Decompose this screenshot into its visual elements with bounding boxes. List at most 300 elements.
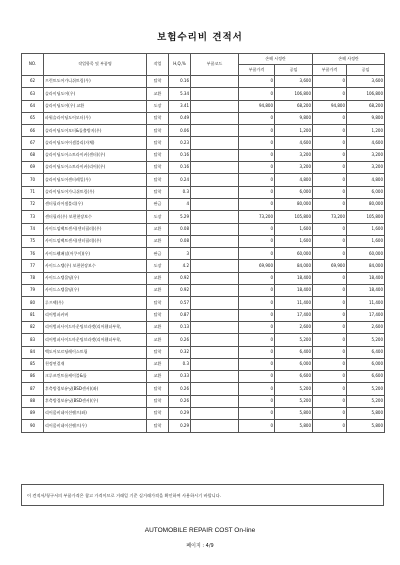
- row-part-price: 0: [239, 321, 275, 333]
- row-labor: 68,200: [275, 100, 313, 112]
- row-work: 교환: [147, 272, 169, 284]
- row-hq: 0.26: [169, 395, 191, 407]
- row-labor-assess: 6,000: [347, 358, 385, 370]
- row-part-price-assess: 0: [313, 223, 347, 235]
- row-part-code: [191, 272, 239, 284]
- row-hq: 0.3: [169, 186, 191, 198]
- row-labor-assess: 11,400: [347, 297, 385, 309]
- row-hq: 0.23: [169, 137, 191, 149]
- row-work: 도장: [147, 100, 169, 112]
- row-work: 탈착: [147, 186, 169, 198]
- row-part-code: [191, 371, 239, 383]
- row-work: 교환: [147, 321, 169, 333]
- row-work: 탈착: [147, 162, 169, 174]
- row-no: 83: [22, 334, 44, 346]
- table-row: [22, 272, 385, 284]
- row-part-code: [191, 248, 239, 260]
- row-labor: 5,200: [275, 334, 313, 346]
- col-damage-repair: 손해 시정란: [239, 54, 313, 65]
- row-work: 교환: [147, 235, 169, 247]
- table-header: [22, 54, 385, 76]
- row-part-price: 0: [239, 285, 275, 297]
- row-work: 탈착: [147, 346, 169, 358]
- table-row: [22, 297, 385, 309]
- row-labor-assess: 5,200: [347, 395, 385, 407]
- row-labor: 6,600: [275, 371, 313, 383]
- row-part-price: 0: [239, 309, 275, 321]
- row-item: 사이드스텝몰딩(우): [44, 272, 147, 284]
- row-part-code: [191, 137, 239, 149]
- table-row: [22, 125, 385, 137]
- row-part-price: 0: [239, 88, 275, 100]
- row-labor: 18,400: [275, 285, 313, 297]
- row-hq: 0.08: [169, 235, 191, 247]
- row-labor: 9,800: [275, 112, 313, 124]
- row-part-code: [191, 198, 239, 210]
- table-row: [22, 371, 385, 383]
- row-part-price-assess: 0: [313, 162, 347, 174]
- row-hq: 0.3: [169, 358, 191, 370]
- row-no: 85: [22, 358, 44, 370]
- table-row: [22, 198, 385, 210]
- row-item: 백도어모르딩레이스트립: [44, 346, 147, 358]
- row-work: 교환: [147, 371, 169, 383]
- table-row: [22, 223, 385, 235]
- row-labor-assess: 5,200: [347, 334, 385, 346]
- row-part-code: [191, 174, 239, 186]
- row-item: 파워슬라이딩도어모터(우): [44, 112, 147, 124]
- row-part-price-assess: 0: [313, 285, 347, 297]
- row-work: 탈착: [147, 125, 169, 137]
- row-hq: 4.2: [169, 260, 191, 272]
- row-work: 판금: [147, 248, 169, 260]
- row-labor: 17,400: [275, 309, 313, 321]
- row-labor-assess: 2,600: [347, 321, 385, 333]
- row-part-code: [191, 186, 239, 198]
- row-work: 탈착: [147, 420, 169, 432]
- row-no: 78: [22, 272, 44, 284]
- row-part-price: 73,200: [239, 211, 275, 223]
- row-no: 68: [22, 149, 44, 161]
- row-item: 사이드임팩트센서(센터필러)(우): [44, 235, 147, 247]
- row-labor-assess: 106,800: [347, 88, 385, 100]
- row-part-code: [191, 125, 239, 137]
- row-part-price: 0: [239, 408, 275, 420]
- row-no: 69: [22, 162, 44, 174]
- row-labor-assess: 68,200: [347, 100, 385, 112]
- row-part-code: [191, 346, 239, 358]
- row-no: 63: [22, 88, 44, 100]
- row-labor: 1,600: [275, 223, 313, 235]
- table-row: [22, 358, 385, 370]
- row-part-price-assess: 0: [313, 346, 347, 358]
- row-part-price: 0: [239, 186, 275, 198]
- col-item: 작업항목 및 부품명: [44, 54, 147, 76]
- row-hq: 0.29: [169, 408, 191, 420]
- row-part-code: [191, 162, 239, 174]
- row-part-price: 0: [239, 371, 275, 383]
- row-part-price: 0: [239, 272, 275, 284]
- table-body: [22, 76, 385, 433]
- row-labor-assess: 1,600: [347, 223, 385, 235]
- row-labor-assess: 3,200: [347, 149, 385, 161]
- row-work: 탈착: [147, 76, 169, 88]
- row-part-price: 0: [239, 76, 275, 88]
- row-item: 사이드임팩트센서(센터필러)(우): [44, 223, 147, 235]
- table-row: [22, 186, 385, 198]
- row-part-code: [191, 260, 239, 272]
- row-part-code: [191, 235, 239, 247]
- row-hq: 3: [169, 248, 191, 260]
- row-no: 89: [22, 408, 44, 420]
- row-hq: 0.26: [169, 334, 191, 346]
- row-part-code: [191, 297, 239, 309]
- row-no: 67: [22, 137, 44, 149]
- table-row: [22, 285, 385, 297]
- row-hq: 0.06: [169, 125, 191, 137]
- row-item: 슬라이딩도어어셈블리(자체): [44, 137, 147, 149]
- row-hq: 0.87: [169, 309, 191, 321]
- row-work: 교환: [147, 285, 169, 297]
- row-hq: 0.16: [169, 76, 191, 88]
- row-labor-assess: 18,400: [347, 272, 385, 284]
- row-part-price: 0: [239, 162, 275, 174]
- row-part-code: [191, 223, 239, 235]
- row-labor-assess: 6,000: [347, 186, 385, 198]
- col-labor-assess: 공임: [347, 65, 385, 76]
- row-hq: 5.29: [169, 211, 191, 223]
- row-labor-assess: 80,000: [347, 198, 385, 210]
- table-row: [22, 420, 385, 432]
- table-row: [22, 211, 385, 223]
- row-no: 90: [22, 420, 44, 432]
- row-labor-assess: 3,200: [347, 162, 385, 174]
- row-no: 71: [22, 186, 44, 198]
- row-labor: 18,400: [275, 272, 313, 284]
- row-item: 센터필러(우) 보편현장보수: [44, 211, 147, 223]
- row-work: 탈착: [147, 408, 169, 420]
- row-work: 탈착: [147, 309, 169, 321]
- row-item: 센터필러어셈블리(우): [44, 198, 147, 210]
- row-labor: 3,600: [275, 76, 313, 88]
- row-no: 65: [22, 112, 44, 124]
- row-part-code: [191, 100, 239, 112]
- row-labor: 5,200: [275, 383, 313, 395]
- row-labor: 3,200: [275, 149, 313, 161]
- row-part-price-assess: 0: [313, 408, 347, 420]
- row-part-price-assess: 0: [313, 358, 347, 370]
- row-part-code: [191, 285, 239, 297]
- table-row: [22, 334, 385, 346]
- row-hq: 5.34: [169, 88, 191, 100]
- row-hq: 0.92: [169, 272, 191, 284]
- table-row: [22, 395, 385, 407]
- row-part-price: 0: [239, 125, 275, 137]
- col-damage-assess: 손해 사정란: [313, 54, 385, 65]
- row-labor-assess: 18,400: [347, 285, 385, 297]
- row-labor: 105,800: [275, 211, 313, 223]
- row-labor-assess: 1,200: [347, 125, 385, 137]
- row-part-price: 69,900: [239, 260, 275, 272]
- row-labor-assess: 5,200: [347, 383, 385, 395]
- row-hq: 0.08: [169, 223, 191, 235]
- table-row: [22, 100, 385, 112]
- row-work: 도장: [147, 211, 169, 223]
- col-work: 작업: [147, 54, 169, 76]
- col-part-code: 부품코드: [191, 54, 239, 76]
- row-labor-assess: 5,800: [347, 420, 385, 432]
- col-part-price: 부품가격: [239, 65, 275, 76]
- row-labor: 106,800: [275, 88, 313, 100]
- row-labor: 6,000: [275, 358, 313, 370]
- row-part-price-assess: 0: [313, 186, 347, 198]
- row-labor: 4,600: [275, 137, 313, 149]
- row-part-price: 0: [239, 149, 275, 161]
- row-work: 탈착: [147, 112, 169, 124]
- row-work: 교환: [147, 358, 169, 370]
- row-part-price-assess: 94,800: [313, 100, 347, 112]
- row-item: 슬라이딩도어모터&돌출방지(우): [44, 125, 147, 137]
- row-no: 86: [22, 371, 44, 383]
- row-part-price: 0: [239, 395, 275, 407]
- row-labor-assess: 5,800: [347, 408, 385, 420]
- row-labor: 6,400: [275, 346, 313, 358]
- row-item: 사이드웰패널(어쿠이)(우): [44, 248, 147, 260]
- row-labor: 6,000: [275, 186, 313, 198]
- row-item: 슬라이딩도어스트라이커(센터)(우): [44, 149, 147, 161]
- row-part-price-assess: 0: [313, 149, 347, 161]
- row-hq: 0.49: [169, 112, 191, 124]
- row-hq: 0.13: [169, 321, 191, 333]
- row-hq: 0.32: [169, 346, 191, 358]
- row-labor: 5,200: [275, 395, 313, 407]
- row-work: 교환: [147, 223, 169, 235]
- row-labor-assess: 9,800: [347, 112, 385, 124]
- row-item: 사이드스텝(우) 보편현장보수: [44, 260, 147, 272]
- row-no: 66: [22, 125, 44, 137]
- row-labor: 11,400: [275, 297, 313, 309]
- row-part-code: [191, 149, 239, 161]
- footer-title: AUTOMOBILE REPAIR COST On-line: [144, 527, 256, 534]
- row-item: 슬라이딩도어가니쉬트림(우): [44, 186, 147, 198]
- row-labor: 5,800: [275, 408, 313, 420]
- row-part-price: 0: [239, 346, 275, 358]
- table-row: [22, 346, 385, 358]
- row-hq: 3.41: [169, 100, 191, 112]
- row-no: 62: [22, 76, 44, 88]
- row-part-price-assess: 0: [313, 125, 347, 137]
- row-item: 리어범퍼커버: [44, 309, 147, 321]
- row-hq: 0.29: [169, 420, 191, 432]
- row-part-price-assess: 0: [313, 76, 347, 88]
- table-row: [22, 174, 385, 186]
- row-no: 81: [22, 309, 44, 321]
- row-no: 80: [22, 297, 44, 309]
- row-no: 76: [22, 248, 44, 260]
- col-part-price-assess: 부품가격: [313, 65, 347, 76]
- table-row: [22, 137, 385, 149]
- row-item: 슬라이딩도어센터레일(우): [44, 174, 147, 186]
- row-item: 슬라이딩도어(우): [44, 88, 147, 100]
- row-part-price: 0: [239, 235, 275, 247]
- row-part-price: 0: [239, 420, 275, 432]
- row-hq: 0.16: [169, 162, 191, 174]
- row-item: 리어콤비네이션램프(좌): [44, 408, 147, 420]
- row-labor-assess: 105,800: [347, 211, 385, 223]
- row-part-price-assess: 0: [313, 235, 347, 247]
- row-no: 88: [22, 395, 44, 407]
- row-hq: 0.24: [169, 174, 191, 186]
- table-row: [22, 112, 385, 124]
- row-work: 도장: [147, 260, 169, 272]
- table-row: [22, 76, 385, 88]
- table-row: [22, 260, 385, 272]
- row-part-price: 0: [239, 223, 275, 235]
- row-part-code: [191, 76, 239, 88]
- row-part-price-assess: 0: [313, 297, 347, 309]
- row-part-price: 0: [239, 248, 275, 260]
- row-part-price: 0: [239, 112, 275, 124]
- row-item: 사이드스텝몰딩(우): [44, 285, 147, 297]
- row-part-price: 94,800: [239, 100, 275, 112]
- row-part-code: [191, 383, 239, 395]
- page-number: 페이지 : 4/9: [186, 543, 214, 549]
- row-labor-assess: 4,800: [347, 174, 385, 186]
- row-labor: 1,200: [275, 125, 313, 137]
- col-no: NO.: [22, 54, 44, 76]
- table-row: [22, 408, 385, 420]
- row-part-code: [191, 358, 239, 370]
- row-part-code: [191, 321, 239, 333]
- row-part-price-assess: 0: [313, 309, 347, 321]
- row-part-price-assess: 0: [313, 272, 347, 284]
- row-part-price: 0: [239, 174, 275, 186]
- row-part-price: 0: [239, 334, 275, 346]
- row-item: 프런트도어가니쉬트림(우): [44, 76, 147, 88]
- row-no: 84: [22, 346, 44, 358]
- row-part-code: [191, 395, 239, 407]
- row-part-price-assess: 73,200: [313, 211, 347, 223]
- row-part-code: [191, 88, 239, 100]
- row-no: 73: [22, 211, 44, 223]
- row-item: 후측방경보유닛(BSD센서)(우): [44, 395, 147, 407]
- row-labor-assess: 4,600: [347, 137, 385, 149]
- row-part-price-assess: 0: [313, 420, 347, 432]
- row-work: 탈착: [147, 137, 169, 149]
- row-item: 리어범퍼사이드마운팅브라켓(리어휀더부착,: [44, 334, 147, 346]
- row-item: 후측방경보유닛(BSD센서)(좌): [44, 383, 147, 395]
- row-part-price-assess: 0: [313, 334, 347, 346]
- table-row: [22, 248, 385, 260]
- row-no: 64: [22, 100, 44, 112]
- row-hq: 0.92: [169, 285, 191, 297]
- row-no: 75: [22, 235, 44, 247]
- row-part-price-assess: 0: [313, 371, 347, 383]
- row-item: 슬라이딩도어(우) 교환: [44, 100, 147, 112]
- row-item: 슬라이딩도어스트라이커(리어)(우): [44, 162, 147, 174]
- row-labor-assess: 17,400: [347, 309, 385, 321]
- row-part-price-assess: 0: [313, 395, 347, 407]
- row-part-price: 0: [239, 297, 275, 309]
- row-labor-assess: 6,400: [347, 346, 385, 358]
- row-part-code: [191, 408, 239, 420]
- table-row: [22, 149, 385, 161]
- row-hq: 4: [169, 198, 191, 210]
- row-part-price-assess: 0: [313, 321, 347, 333]
- estimate-table: [21, 53, 385, 433]
- row-labor-assess: 6,600: [347, 371, 385, 383]
- row-part-code: [191, 211, 239, 223]
- table-row: [22, 162, 385, 174]
- row-part-code: [191, 309, 239, 321]
- row-labor: 80,000: [275, 198, 313, 210]
- row-part-price-assess: 69,900: [313, 260, 347, 272]
- row-no: 77: [22, 260, 44, 272]
- row-part-price-assess: 0: [313, 112, 347, 124]
- row-labor-assess: 1,600: [347, 235, 385, 247]
- row-part-price: 0: [239, 198, 275, 210]
- row-work: 탈착: [147, 174, 169, 186]
- row-labor: 2,600: [275, 321, 313, 333]
- row-no: 87: [22, 383, 44, 395]
- row-labor-assess: 3,600: [347, 76, 385, 88]
- table-row: [22, 321, 385, 333]
- row-work: 교환: [147, 88, 169, 100]
- row-work: 판금: [147, 198, 169, 210]
- row-hq: 0.33: [169, 371, 191, 383]
- col-labor: 공임: [275, 65, 313, 76]
- row-part-price-assess: 0: [313, 248, 347, 260]
- row-part-price: 0: [239, 383, 275, 395]
- document-title: 보험수리비 견적서: [157, 32, 243, 43]
- row-item: 리어범퍼사이드마운팅브라켓(리어휀더부착,: [44, 321, 147, 333]
- row-work: 탈착: [147, 149, 169, 161]
- row-labor: 60,000: [275, 248, 313, 260]
- row-hq: 0.16: [169, 149, 191, 161]
- row-item: 크루즈컨트롤케이블&틀: [44, 371, 147, 383]
- row-part-price-assess: 0: [313, 174, 347, 186]
- row-part-code: [191, 112, 239, 124]
- row-labor: 5,800: [275, 420, 313, 432]
- row-part-price-assess: 0: [313, 137, 347, 149]
- row-part-price-assess: 0: [313, 383, 347, 395]
- row-labor: 4,800: [275, 174, 313, 186]
- row-work: 탈착: [147, 383, 169, 395]
- row-labor-assess: 60,000: [347, 248, 385, 260]
- row-part-price-assess: 0: [313, 88, 347, 100]
- row-no: 70: [22, 174, 44, 186]
- row-work: 탈착: [147, 395, 169, 407]
- row-labor-assess: 84,000: [347, 260, 385, 272]
- price-note: 이 견적서/청구서의 부품가격은 참고 가격이므로 거래일 기준 실거래가격을 확인하여 사용하시기 바랍니다.: [21, 484, 384, 506]
- row-no: 79: [22, 285, 44, 297]
- row-item: 루프팩(우): [44, 297, 147, 309]
- row-work: 교환: [147, 334, 169, 346]
- row-item: 리어콤비네이션램프(우): [44, 420, 147, 432]
- row-hq: 0.57: [169, 297, 191, 309]
- row-part-code: [191, 420, 239, 432]
- table-row: [22, 235, 385, 247]
- row-work: 탈착: [147, 297, 169, 309]
- row-hq: 0.26: [169, 383, 191, 395]
- col-hq: H,Q,%: [169, 54, 191, 76]
- row-part-price-assess: 0: [313, 198, 347, 210]
- row-labor: 1,600: [275, 235, 313, 247]
- row-no: 74: [22, 223, 44, 235]
- table-row: [22, 383, 385, 395]
- table-row: [22, 88, 385, 100]
- row-part-price: 0: [239, 358, 275, 370]
